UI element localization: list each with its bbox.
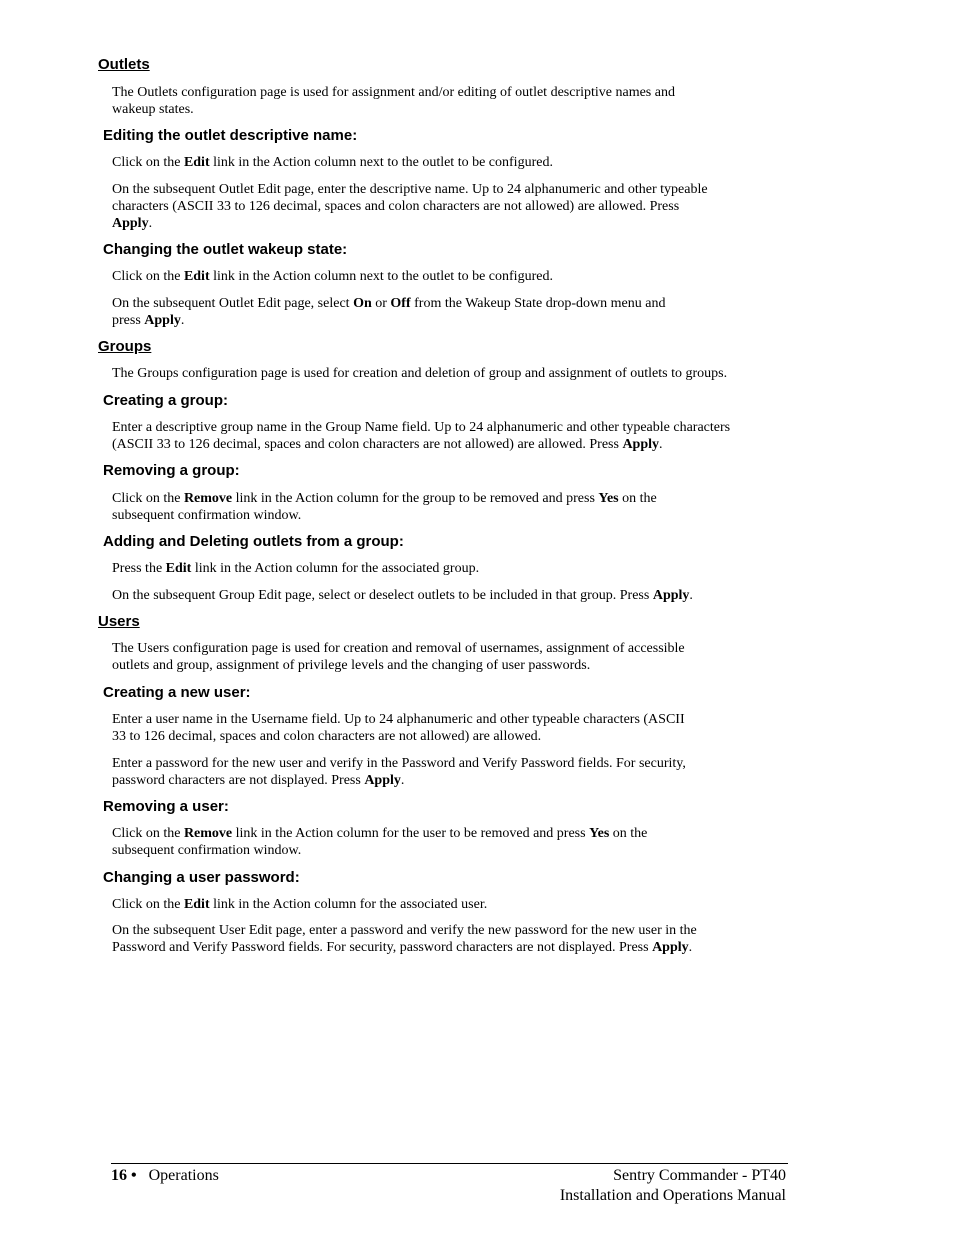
section-title-groups: Groups [98,338,152,355]
footer-rule [111,1163,788,1164]
wakeup-step-2: On the subsequent Outlet Edit page, select On or Off from the Wakeup State drop-down menu and press Apply. [112,296,666,328]
heading-changing-wakeup: Changing the outlet wakeup state: [103,241,348,258]
heading-changing-user-password: Changing a user password: [103,869,300,886]
changing-password-step-1: Click on the Edit link in the Action column for the associated user. [112,897,488,912]
creating-group-step: Enter a descriptive group name in the Group Name field. Up to 24 alphanumeric and other typeable characters (ASCII 33 to 126 decimal, spaces and colon characters are not allowed) are allowed. Press Apply. [112,420,731,452]
creating-user-step-1: Enter a user name in the Username field. Up to 24 alphanumeric and other typeable characters (ASCII 33 to 126 decimal, spaces and colon characters are not allowed) are allowed. [112,712,685,744]
heading-removing-group: Removing a group: [103,462,240,479]
outlets-intro: The Outlets configuration page is used for assignment and/or editing of outlet descriptive names and wakeup states. [112,85,675,117]
heading-creating-user: Creating a new user: [103,684,251,701]
adding-deleting-step-1: Press the Edit link in the Action column for the associated group. [112,561,480,576]
removing-user-step: Click on the Remove link in the Action column for the user to be removed and press Yes on the subsequent confirmation window. [112,826,648,858]
footer-bullet: • [131,1167,137,1184]
footer-product: Sentry Commander - PT40 [613,1167,786,1184]
adding-deleting-step-2: On the subsequent Group Edit page, select or deselect outlets to be included in that group. Press Apply. [112,588,693,603]
footer-section: Operations [148,1167,219,1184]
editing-name-step-1: Click on the Edit link in the Action column next to the outlet to be configured. [112,155,553,170]
editing-name-step-2: On the subsequent Outlet Edit page, enter the descriptive name. Up to 24 alphanumeric and other typeable characters (ASCII 33 to 126 decimal, spaces and colon characters are not allowed) are allowed. Press Apply. [112,182,708,231]
footer-left [111,1166,219,1186]
removing-group-step: Click on the Remove link in the Action column for the group to be removed and press Yes on the subsequent confirmation window. [112,491,657,523]
section-title-outlets: Outlets [98,56,150,73]
groups-intro: The Groups configuration page is used for creation and deletion of group and assignment of outlets to groups. [112,366,728,381]
section-title-users: Users [98,613,140,630]
footer-manual: Installation and Operations Manual [559,1187,786,1204]
footer-right [560,1166,786,1206]
creating-user-step-2: Enter a password for the new user and verify in the Password and Verify Password fields. For security, password characters are not displayed. Press Apply. [112,756,686,788]
heading-creating-group: Creating a group: [103,392,229,409]
users-intro: The Users configuration page is used for creation and removal of usernames, assignment of accessible outlets and group, assignment of privilege levels and the changing of user passwords. [112,641,685,673]
wakeup-step-1: Click on the Edit link in the Action column next to the outlet to be configured. [112,269,553,284]
heading-removing-user: Removing a user: [103,798,229,815]
heading-editing-outlet-name: Editing the outlet descriptive name: [103,127,358,144]
changing-password-step-2: On the subsequent User Edit page, enter a password and verify the new password for the new user in the Password and Verify Password fields. For security, password characters are not displayed. Press Apply. [112,923,697,955]
heading-adding-deleting-outlets: Adding and Deleting outlets from a group: [103,533,404,550]
page-number: 16 [111,1167,127,1184]
